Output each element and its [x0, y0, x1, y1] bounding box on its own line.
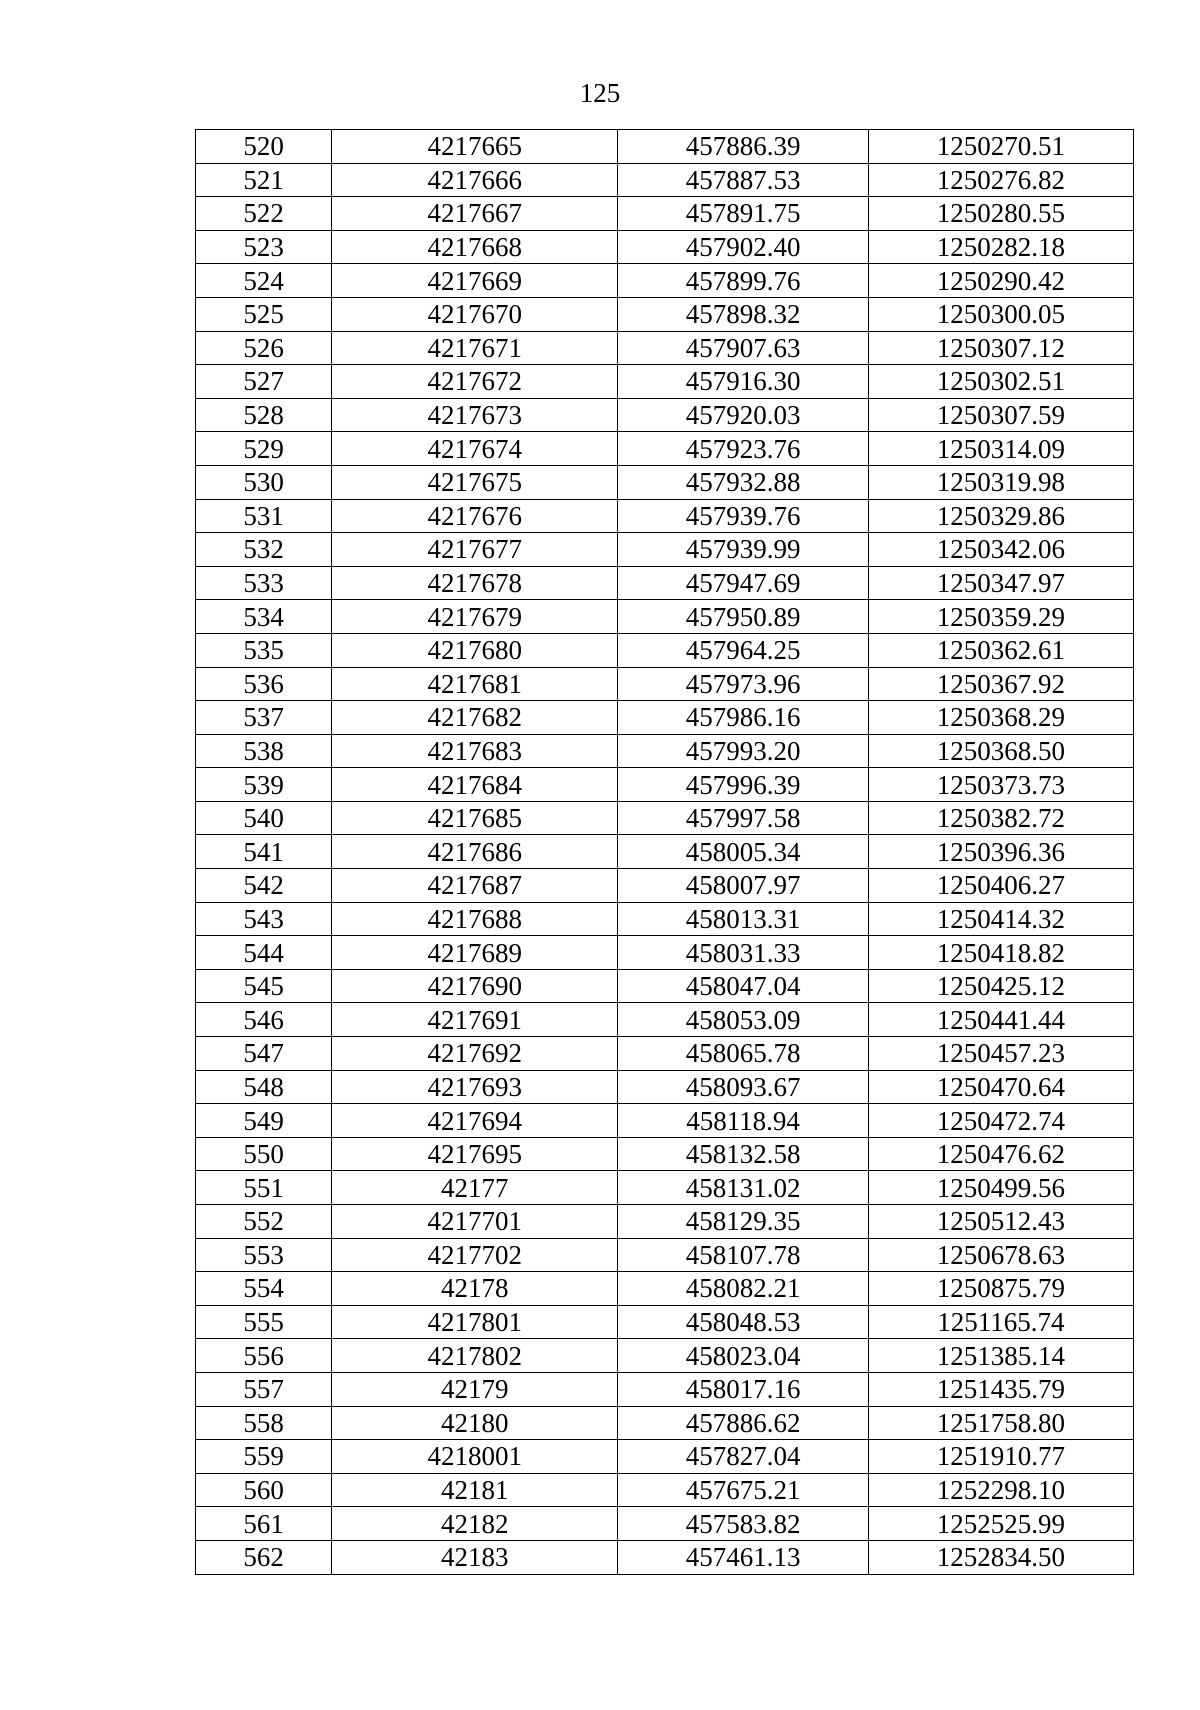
- y-coordinate-cell: 1252298.10: [868, 1473, 1133, 1507]
- table-row: [196, 600, 1134, 634]
- y-coordinate-cell: 1250342.06: [868, 533, 1133, 567]
- table-row: [196, 801, 1134, 835]
- point-id-cell: 4217678: [332, 566, 618, 600]
- x-coordinate-cell: 458129.35: [618, 1205, 868, 1239]
- row-number-cell: 533: [196, 566, 332, 600]
- y-coordinate-cell: 1250368.29: [868, 701, 1133, 735]
- x-coordinate-cell: 457993.20: [618, 734, 868, 768]
- point-id-cell: 4217691: [332, 1003, 618, 1037]
- table-row: [196, 1205, 1134, 1239]
- point-id-cell: 4217695: [332, 1137, 618, 1171]
- point-id-cell: 4217674: [332, 432, 618, 466]
- point-id-cell: 4217689: [332, 936, 618, 970]
- x-coordinate-cell: 457583.82: [618, 1507, 868, 1541]
- point-id-cell: 42181: [332, 1473, 618, 1507]
- y-coordinate-cell: 1252525.99: [868, 1507, 1133, 1541]
- point-id-cell: 42180: [332, 1406, 618, 1440]
- y-coordinate-cell: 1250418.82: [868, 936, 1133, 970]
- table-row: [196, 869, 1134, 903]
- y-coordinate-cell: 1250373.73: [868, 768, 1133, 802]
- x-coordinate-cell: 458107.78: [618, 1238, 868, 1272]
- point-id-cell: 4217685: [332, 801, 618, 835]
- row-number-cell: 538: [196, 734, 332, 768]
- table-row: [196, 701, 1134, 735]
- table-row: [196, 432, 1134, 466]
- table-row: [196, 297, 1134, 331]
- x-coordinate-cell: 457886.62: [618, 1406, 868, 1440]
- point-id-cell: 4217683: [332, 734, 618, 768]
- table-row: [196, 163, 1134, 197]
- point-id-cell: 4217680: [332, 633, 618, 667]
- table-row: [196, 1238, 1134, 1272]
- row-number-cell: 524: [196, 264, 332, 298]
- row-number-cell: 534: [196, 600, 332, 634]
- x-coordinate-cell: 458005.34: [618, 835, 868, 869]
- point-id-cell: 4217802: [332, 1339, 618, 1373]
- row-number-cell: 543: [196, 902, 332, 936]
- table-row: [196, 1406, 1134, 1440]
- point-id-cell: 4217676: [332, 499, 618, 533]
- point-id-cell: 42182: [332, 1507, 618, 1541]
- x-coordinate-cell: 457939.99: [618, 533, 868, 567]
- x-coordinate-cell: 457907.63: [618, 331, 868, 365]
- row-number-cell: 542: [196, 869, 332, 903]
- row-number-cell: 550: [196, 1137, 332, 1171]
- row-number-cell: 523: [196, 230, 332, 264]
- y-coordinate-cell: 1251385.14: [868, 1339, 1133, 1373]
- row-number-cell: 545: [196, 969, 332, 1003]
- y-coordinate-cell: 1251910.77: [868, 1440, 1133, 1474]
- table-row: [196, 734, 1134, 768]
- row-number-cell: 541: [196, 835, 332, 869]
- y-coordinate-cell: 1250359.29: [868, 600, 1133, 634]
- point-id-cell: 4217692: [332, 1037, 618, 1071]
- x-coordinate-cell: 458017.16: [618, 1372, 868, 1406]
- point-id-cell: 4217682: [332, 701, 618, 735]
- row-number-cell: 552: [196, 1205, 332, 1239]
- point-id-cell: 4217688: [332, 902, 618, 936]
- row-number-cell: 556: [196, 1339, 332, 1373]
- x-coordinate-cell: 457898.32: [618, 297, 868, 331]
- x-coordinate-cell: 457902.40: [618, 230, 868, 264]
- y-coordinate-cell: 1251758.80: [868, 1406, 1133, 1440]
- row-number-cell: 551: [196, 1171, 332, 1205]
- table-row: [196, 398, 1134, 432]
- y-coordinate-cell: 1250307.12: [868, 331, 1133, 365]
- point-id-cell: 4217673: [332, 398, 618, 432]
- row-number-cell: 527: [196, 365, 332, 399]
- y-coordinate-cell: 1252834.50: [868, 1540, 1133, 1574]
- row-number-cell: 535: [196, 633, 332, 667]
- point-id-cell: 4217677: [332, 533, 618, 567]
- table-row: [196, 969, 1134, 1003]
- point-id-cell: 4217671: [332, 331, 618, 365]
- x-coordinate-cell: 457973.96: [618, 667, 868, 701]
- x-coordinate-cell: 457923.76: [618, 432, 868, 466]
- y-coordinate-cell: 1250367.92: [868, 667, 1133, 701]
- y-coordinate-cell: 1250414.32: [868, 902, 1133, 936]
- table-row: [196, 1440, 1134, 1474]
- table-row: [196, 465, 1134, 499]
- y-coordinate-cell: 1250282.18: [868, 230, 1133, 264]
- point-id-cell: 4217669: [332, 264, 618, 298]
- x-coordinate-cell: 458132.58: [618, 1137, 868, 1171]
- x-coordinate-cell: 458048.53: [618, 1305, 868, 1339]
- x-coordinate-cell: 458047.04: [618, 969, 868, 1003]
- point-id-cell: 4217679: [332, 600, 618, 634]
- x-coordinate-cell: 457939.76: [618, 499, 868, 533]
- point-id-cell: 4217701: [332, 1205, 618, 1239]
- table-row: [196, 230, 1134, 264]
- table-row: [196, 365, 1134, 399]
- row-number-cell: 525: [196, 297, 332, 331]
- x-coordinate-cell: 457920.03: [618, 398, 868, 432]
- table-row: [196, 197, 1134, 231]
- x-coordinate-cell: 458118.94: [618, 1104, 868, 1138]
- table-row: [196, 130, 1134, 164]
- y-coordinate-cell: 1250499.56: [868, 1171, 1133, 1205]
- row-number-cell: 554: [196, 1272, 332, 1306]
- row-number-cell: 532: [196, 533, 332, 567]
- row-number-cell: 560: [196, 1473, 332, 1507]
- point-id-cell: 4217675: [332, 465, 618, 499]
- x-coordinate-cell: 457947.69: [618, 566, 868, 600]
- table-row: [196, 1507, 1134, 1541]
- table-row: [196, 768, 1134, 802]
- x-coordinate-cell: 457899.76: [618, 264, 868, 298]
- x-coordinate-cell: 458065.78: [618, 1037, 868, 1071]
- point-id-cell: 4217690: [332, 969, 618, 1003]
- x-coordinate-cell: 457675.21: [618, 1473, 868, 1507]
- table-row: [196, 1272, 1134, 1306]
- x-coordinate-cell: 458093.67: [618, 1070, 868, 1104]
- x-coordinate-cell: 457461.13: [618, 1540, 868, 1574]
- row-number-cell: 544: [196, 936, 332, 970]
- coordinates-table: [195, 129, 1134, 1575]
- point-id-cell: 4217665: [332, 130, 618, 164]
- y-coordinate-cell: 1250441.44: [868, 1003, 1133, 1037]
- table-row: [196, 1003, 1134, 1037]
- y-coordinate-cell: 1250319.98: [868, 465, 1133, 499]
- x-coordinate-cell: 458023.04: [618, 1339, 868, 1373]
- row-number-cell: 555: [196, 1305, 332, 1339]
- row-number-cell: 561: [196, 1507, 332, 1541]
- y-coordinate-cell: 1250362.61: [868, 633, 1133, 667]
- row-number-cell: 521: [196, 163, 332, 197]
- y-coordinate-cell: 1250270.51: [868, 130, 1133, 164]
- point-id-cell: 4217687: [332, 869, 618, 903]
- row-number-cell: 539: [196, 768, 332, 802]
- row-number-cell: 549: [196, 1104, 332, 1138]
- row-number-cell: 548: [196, 1070, 332, 1104]
- y-coordinate-cell: 1250300.05: [868, 297, 1133, 331]
- table-row: [196, 1037, 1134, 1071]
- row-number-cell: 526: [196, 331, 332, 365]
- row-number-cell: 546: [196, 1003, 332, 1037]
- point-id-cell: 4217668: [332, 230, 618, 264]
- row-number-cell: 537: [196, 701, 332, 735]
- table-row: [196, 1171, 1134, 1205]
- row-number-cell: 528: [196, 398, 332, 432]
- y-coordinate-cell: 1250476.62: [868, 1137, 1133, 1171]
- table-row: [196, 1104, 1134, 1138]
- y-coordinate-cell: 1250425.12: [868, 969, 1133, 1003]
- x-coordinate-cell: 457886.39: [618, 130, 868, 164]
- row-number-cell: 536: [196, 667, 332, 701]
- y-coordinate-cell: 1250329.86: [868, 499, 1133, 533]
- point-id-cell: 42179: [332, 1372, 618, 1406]
- y-coordinate-cell: 1250276.82: [868, 163, 1133, 197]
- x-coordinate-cell: 457996.39: [618, 768, 868, 802]
- point-id-cell: 4217694: [332, 1104, 618, 1138]
- table-row: [196, 1473, 1134, 1507]
- table-row: [196, 936, 1134, 970]
- y-coordinate-cell: 1250302.51: [868, 365, 1133, 399]
- table-row: [196, 902, 1134, 936]
- y-coordinate-cell: 1250314.09: [868, 432, 1133, 466]
- x-coordinate-cell: 458007.97: [618, 869, 868, 903]
- row-number-cell: 553: [196, 1238, 332, 1272]
- row-number-cell: 562: [196, 1540, 332, 1574]
- x-coordinate-cell: 458031.33: [618, 936, 868, 970]
- table-row: [196, 667, 1134, 701]
- table-row: [196, 533, 1134, 567]
- point-id-cell: 4218001: [332, 1440, 618, 1474]
- table-row: [196, 1540, 1134, 1574]
- point-id-cell: 4217693: [332, 1070, 618, 1104]
- y-coordinate-cell: 1250472.74: [868, 1104, 1133, 1138]
- point-id-cell: 4217702: [332, 1238, 618, 1272]
- y-coordinate-cell: 1251435.79: [868, 1372, 1133, 1406]
- y-coordinate-cell: 1250368.50: [868, 734, 1133, 768]
- y-coordinate-cell: 1251165.74: [868, 1305, 1133, 1339]
- x-coordinate-cell: 458082.21: [618, 1272, 868, 1306]
- x-coordinate-cell: 457997.58: [618, 801, 868, 835]
- point-id-cell: 4217681: [332, 667, 618, 701]
- x-coordinate-cell: 457887.53: [618, 163, 868, 197]
- y-coordinate-cell: 1250470.64: [868, 1070, 1133, 1104]
- y-coordinate-cell: 1250875.79: [868, 1272, 1133, 1306]
- row-number-cell: 559: [196, 1440, 332, 1474]
- table-row: [196, 1070, 1134, 1104]
- table-row: [196, 1305, 1134, 1339]
- page-number: 125: [579, 78, 621, 108]
- row-number-cell: 540: [196, 801, 332, 835]
- table-row: [196, 1137, 1134, 1171]
- point-id-cell: 4217666: [332, 163, 618, 197]
- y-coordinate-cell: 1250396.36: [868, 835, 1133, 869]
- row-number-cell: 558: [196, 1406, 332, 1440]
- x-coordinate-cell: 457891.75: [618, 197, 868, 231]
- point-id-cell: 4217670: [332, 297, 618, 331]
- x-coordinate-cell: 458053.09: [618, 1003, 868, 1037]
- x-coordinate-cell: 457916.30: [618, 365, 868, 399]
- point-id-cell: 4217672: [332, 365, 618, 399]
- table-row: [196, 264, 1134, 298]
- point-id-cell: 4217684: [332, 768, 618, 802]
- y-coordinate-cell: 1250678.63: [868, 1238, 1133, 1272]
- row-number-cell: 531: [196, 499, 332, 533]
- table-row: [196, 566, 1134, 600]
- point-id-cell: 4217801: [332, 1305, 618, 1339]
- table-row: [196, 331, 1134, 365]
- x-coordinate-cell: 457986.16: [618, 701, 868, 735]
- row-number-cell: 557: [196, 1372, 332, 1406]
- x-coordinate-cell: 457932.88: [618, 465, 868, 499]
- point-id-cell: 42178: [332, 1272, 618, 1306]
- table-row: [196, 835, 1134, 869]
- y-coordinate-cell: 1250512.43: [868, 1205, 1133, 1239]
- row-number-cell: 529: [196, 432, 332, 466]
- y-coordinate-cell: 1250457.23: [868, 1037, 1133, 1071]
- x-coordinate-cell: 458013.31: [618, 902, 868, 936]
- y-coordinate-cell: 1250280.55: [868, 197, 1133, 231]
- x-coordinate-cell: 457950.89: [618, 600, 868, 634]
- y-coordinate-cell: 1250290.42: [868, 264, 1133, 298]
- table-row: [196, 1339, 1134, 1373]
- table-row: [196, 633, 1134, 667]
- row-number-cell: 530: [196, 465, 332, 499]
- table-row: [196, 499, 1134, 533]
- row-number-cell: 547: [196, 1037, 332, 1071]
- y-coordinate-cell: 1250347.97: [868, 566, 1133, 600]
- x-coordinate-cell: 457964.25: [618, 633, 868, 667]
- point-id-cell: 42183: [332, 1540, 618, 1574]
- row-number-cell: 520: [196, 130, 332, 164]
- row-number-cell: 522: [196, 197, 332, 231]
- table-row: [196, 1372, 1134, 1406]
- point-id-cell: 4217667: [332, 197, 618, 231]
- point-id-cell: 42177: [332, 1171, 618, 1205]
- x-coordinate-cell: 458131.02: [618, 1171, 868, 1205]
- y-coordinate-cell: 1250382.72: [868, 801, 1133, 835]
- y-coordinate-cell: 1250307.59: [868, 398, 1133, 432]
- coordinates-table-body: [196, 130, 1134, 1575]
- point-id-cell: 4217686: [332, 835, 618, 869]
- x-coordinate-cell: 457827.04: [618, 1440, 868, 1474]
- y-coordinate-cell: 1250406.27: [868, 869, 1133, 903]
